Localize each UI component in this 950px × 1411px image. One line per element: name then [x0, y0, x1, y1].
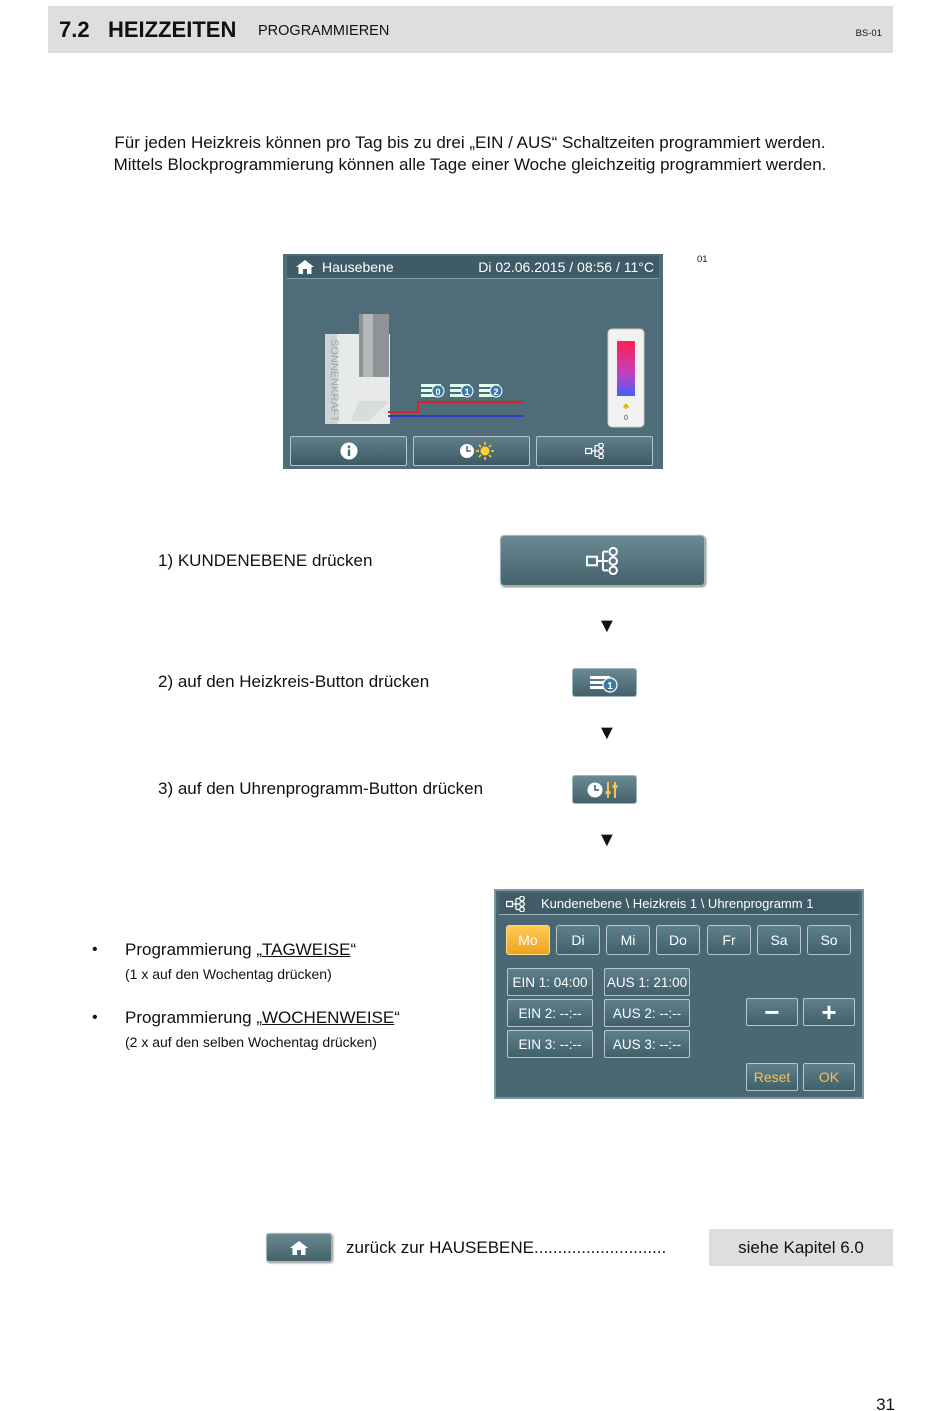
info-button[interactable]: [290, 436, 407, 466]
circuit-number: 0: [435, 387, 441, 397]
bullet-suffix: “: [394, 1008, 400, 1027]
day-button-sa[interactable]: Sa: [757, 925, 801, 955]
plus-button[interactable]: +: [803, 998, 855, 1026]
figure-label: 01: [697, 254, 708, 265]
screen-title-bar: [287, 256, 659, 279]
heating-circuit-button[interactable]: [572, 668, 637, 697]
screen-datetime: Di 02.06.2015 / 08:56 / 11°C: [478, 259, 654, 275]
heating-circuit-icon: [590, 673, 620, 693]
bullet-prefix: Programmierung „: [125, 1008, 262, 1027]
tree-menu-icon: [586, 547, 620, 575]
circuit-number: 2: [493, 387, 499, 397]
heating-system-illustration: [303, 309, 648, 429]
bullet-prefix: Programmierung „: [125, 940, 262, 959]
step-arrow: ▼: [597, 829, 617, 851]
bullet-marker: •: [92, 941, 98, 958]
document-code: BS-01: [855, 28, 882, 39]
off-time-1-button[interactable]: AUS 1: 21:00: [604, 968, 690, 996]
day-button-mi[interactable]: Mi: [606, 925, 650, 955]
intro-line-2: Mittels Blockprogrammierung können alle Tage einer Woche gleichzeitig programmiert werden.: [113, 155, 827, 174]
step-arrow: ▼: [597, 722, 617, 744]
section-header: [48, 6, 893, 53]
bullet-weekly-note: (2 x auf den selben Wochentag drücken): [125, 1034, 377, 1050]
ok-button[interactable]: OK: [803, 1063, 855, 1091]
svg-text:SONNENKRAFT: SONNENKRAFT: [328, 339, 340, 423]
circuit-badge: 1: [606, 680, 613, 692]
home-icon[interactable]: [296, 260, 314, 274]
chapter-reference: siehe Kapitel 6.0: [709, 1229, 893, 1266]
screen-title: Hausebene: [322, 259, 394, 275]
heating-circuit-icon: [479, 384, 502, 397]
circuit-number: 1: [464, 387, 470, 397]
tree-menu-icon: [506, 896, 526, 912]
step-arrow: ▼: [597, 615, 617, 637]
minus-button[interactable]: −: [746, 998, 798, 1026]
step-1-text: 1) KUNDENEBENE drücken: [158, 551, 373, 570]
home-icon: [290, 1241, 308, 1255]
clock-program-screen: [494, 889, 864, 1099]
day-button-do[interactable]: Do: [656, 925, 700, 955]
bullet-daily-note: (1 x auf den Wochentag drücken): [125, 966, 332, 982]
day-button-fr[interactable]: Fr: [707, 925, 751, 955]
on-time-2-button[interactable]: EIN 2: --:--: [507, 999, 593, 1027]
tree-menu-icon: [585, 443, 605, 459]
program-title-bar: [499, 893, 859, 915]
heating-circuit-icon: [421, 384, 444, 397]
bullet-keyword: WOCHENWEISE: [262, 1008, 395, 1027]
bullet-weekly-programming: [125, 1008, 400, 1028]
day-button-so[interactable]: So: [807, 925, 851, 955]
on-time-1-button[interactable]: EIN 1: 04:00: [507, 968, 593, 996]
bullet-daily-programming: [125, 940, 356, 960]
house-level-screen: [283, 254, 663, 469]
heating-circuit-icon: [450, 384, 473, 397]
bullet-suffix: “: [350, 940, 357, 959]
page-number: 31: [876, 1395, 895, 1411]
clock-settings-icon: [587, 781, 623, 799]
bullet-keyword: TAGWEISE: [262, 940, 351, 959]
off-time-2-button[interactable]: AUS 2: --:--: [604, 999, 690, 1027]
step-2-text: 2) auf den Heizkreis-Button drücken: [158, 672, 430, 691]
info-icon: [340, 442, 358, 460]
section-subtitle: PROGRAMMIEREN: [258, 23, 390, 39]
time-program-button[interactable]: [413, 436, 530, 466]
program-title: Kundenebene \ Heizkreis 1 \ Uhrenprogramm 1: [541, 896, 814, 911]
intro-text: [0, 132, 940, 176]
customer-level-large-button[interactable]: [500, 535, 705, 586]
intro-line-1: Für jeden Heizkreis können pro Tag bis zu drei „EIN / AUS“ Schaltzeiten programmiert werden.: [114, 133, 826, 152]
day-button-mo[interactable]: Mo: [506, 925, 550, 955]
tank-level: 0: [624, 415, 628, 422]
svg-text:♣: ♣: [623, 401, 629, 411]
back-to-house-level-text: zurück zur HAUSEBENE............................: [346, 1238, 667, 1257]
section-number: 7.2: [59, 17, 90, 42]
home-button[interactable]: [266, 1233, 332, 1262]
step-3-text: 3) auf den Uhrenprogramm-Button drücken: [158, 779, 484, 798]
moon-clock-sun-icon: [447, 442, 497, 460]
clock-program-button[interactable]: [572, 775, 637, 804]
customer-level-button[interactable]: [536, 436, 653, 466]
section-title: HEIZZEITEN: [108, 17, 237, 42]
off-time-3-button[interactable]: AUS 3: --:--: [604, 1030, 690, 1058]
bullet-marker: •: [92, 1009, 98, 1026]
reset-button[interactable]: Reset: [746, 1063, 798, 1091]
on-time-3-button[interactable]: EIN 3: --:--: [507, 1030, 593, 1058]
day-button-di[interactable]: Di: [556, 925, 600, 955]
